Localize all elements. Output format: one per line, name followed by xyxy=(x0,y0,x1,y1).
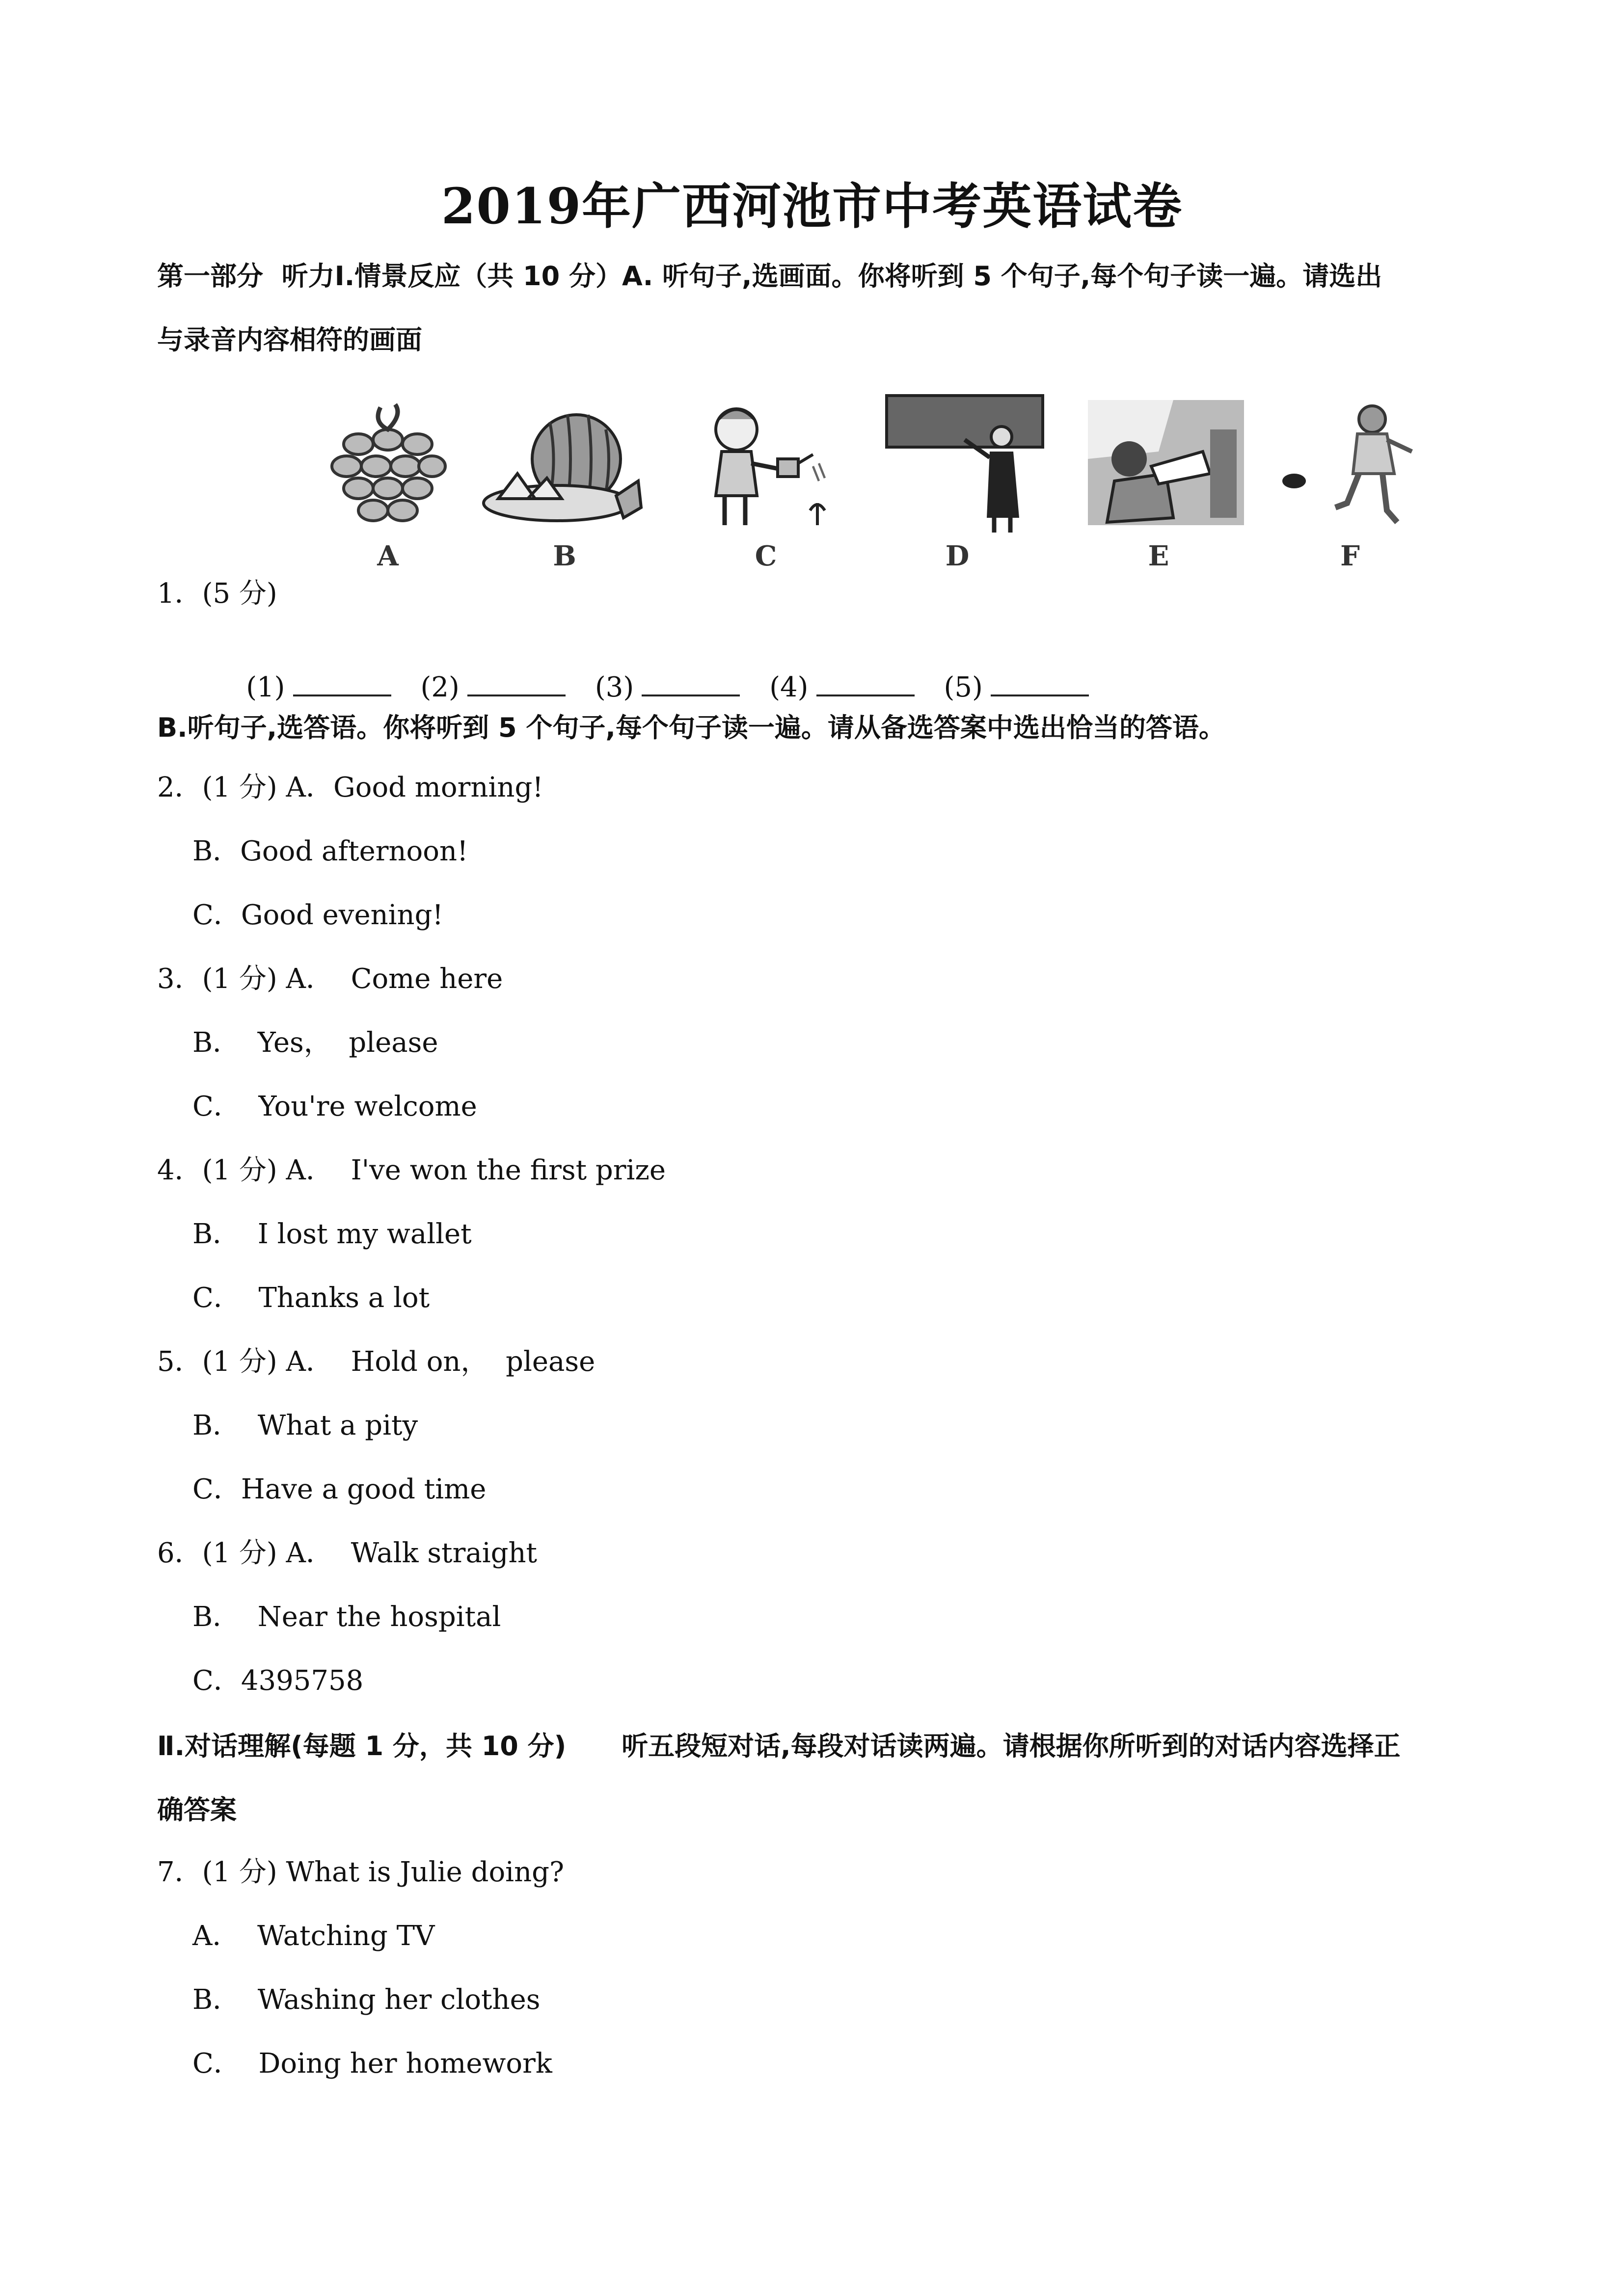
question-5-option-b: B． What a pity xyxy=(192,1410,418,1442)
question-6-option-c: C．4395758 xyxy=(192,1665,364,1697)
question-3-option-c: C． You're welcome xyxy=(192,1091,477,1122)
part2-heading-line2: 确答案 xyxy=(157,1794,237,1825)
part1-heading-line1: 第一部分 听力Ⅰ.情景反应（共 10 分）A. 听句子,选画面。你将听到 5 个句子,每个句子读一遍。请选出 xyxy=(157,261,1382,292)
question-4-option-b: B． I lost my wallet xyxy=(192,1218,472,1250)
watermelon-icon xyxy=(476,393,653,540)
question-1-stem: 1．(5 分) xyxy=(157,578,277,610)
part2-heading-line1: Ⅱ.对话理解(每题 1 分，共 10 分) 听五段短对话,每段对话读两遍。请根据你所听到的对话内容选择正 xyxy=(157,1731,1401,1762)
blank-label: (5) xyxy=(944,671,983,703)
partB-heading: B.听句子,选答语。你将听到 5 个句子,每个句子读一遍。请从备选答案中选出恰当的答语。 xyxy=(157,712,1225,743)
blank-item-5[interactable] xyxy=(944,670,1099,703)
question-4-stem: 4．(1 分) A． I've won the first prize xyxy=(157,1154,666,1186)
picture-label-a: A xyxy=(377,540,399,572)
question-2-option-b: B．Good afternoon! xyxy=(192,835,468,867)
question-7-option-a: A． Watching TV xyxy=(192,1920,435,1952)
picture-label-d: D xyxy=(945,540,970,572)
girl-reading-icon xyxy=(1085,393,1247,540)
answer-blank[interactable] xyxy=(642,670,740,696)
grapes-icon xyxy=(314,393,461,540)
blank-label: (3) xyxy=(595,671,634,703)
blank-label: (1) xyxy=(246,671,285,703)
question-2-option-c: C．Good evening! xyxy=(192,899,443,931)
question-5-stem: 5．(1 分) A． Hold on， please xyxy=(157,1346,595,1378)
blank-item-1[interactable] xyxy=(246,670,401,703)
girl-watering-plant-icon xyxy=(692,393,839,540)
boy-playing-ball-icon xyxy=(1276,393,1424,540)
answer-blank[interactable] xyxy=(467,670,566,696)
question-6-option-b: B． Near the hospital xyxy=(192,1601,501,1633)
question-5-option-c: C．Have a good time xyxy=(192,1473,487,1505)
picture-label-f: F xyxy=(1340,540,1360,572)
picture-label-b: B xyxy=(553,540,576,572)
blank-item-2[interactable] xyxy=(421,670,575,703)
picture-label-e: E xyxy=(1148,540,1169,572)
question-7-option-b: B． Washing her clothes xyxy=(192,1984,541,2016)
question-4-option-c: C． Thanks a lot xyxy=(192,1282,430,1314)
picture-label-c: C xyxy=(755,540,777,572)
blank-label: (4) xyxy=(769,671,809,703)
question-7-stem: 7．(1 分) What is Julie doing? xyxy=(157,1856,565,1888)
answer-blank[interactable] xyxy=(991,670,1089,696)
blank-item-3[interactable] xyxy=(595,670,750,703)
teacher-blackboard-icon xyxy=(884,393,1046,540)
answer-blank[interactable] xyxy=(293,670,391,696)
question-3-option-b: B． Yes， please xyxy=(192,1027,438,1059)
blank-item-4[interactable] xyxy=(769,670,924,703)
question-7-option-c: C． Doing her homework xyxy=(192,2048,552,2080)
part1-heading-line2: 与录音内容相符的画面 xyxy=(157,324,422,355)
answer-blank[interactable] xyxy=(816,670,915,696)
question-3-stem: 3．(1 分) A． Come here xyxy=(157,963,503,995)
picture-row xyxy=(314,393,1434,589)
question-6-stem: 6．(1 分) A． Walk straight xyxy=(157,1537,538,1569)
blank-label: (2) xyxy=(420,671,460,703)
page-title: 2019年广西河池市中考英语试卷 xyxy=(441,177,1183,235)
question-2-stem: 2．(1 分) A．Good morning! xyxy=(157,772,543,803)
